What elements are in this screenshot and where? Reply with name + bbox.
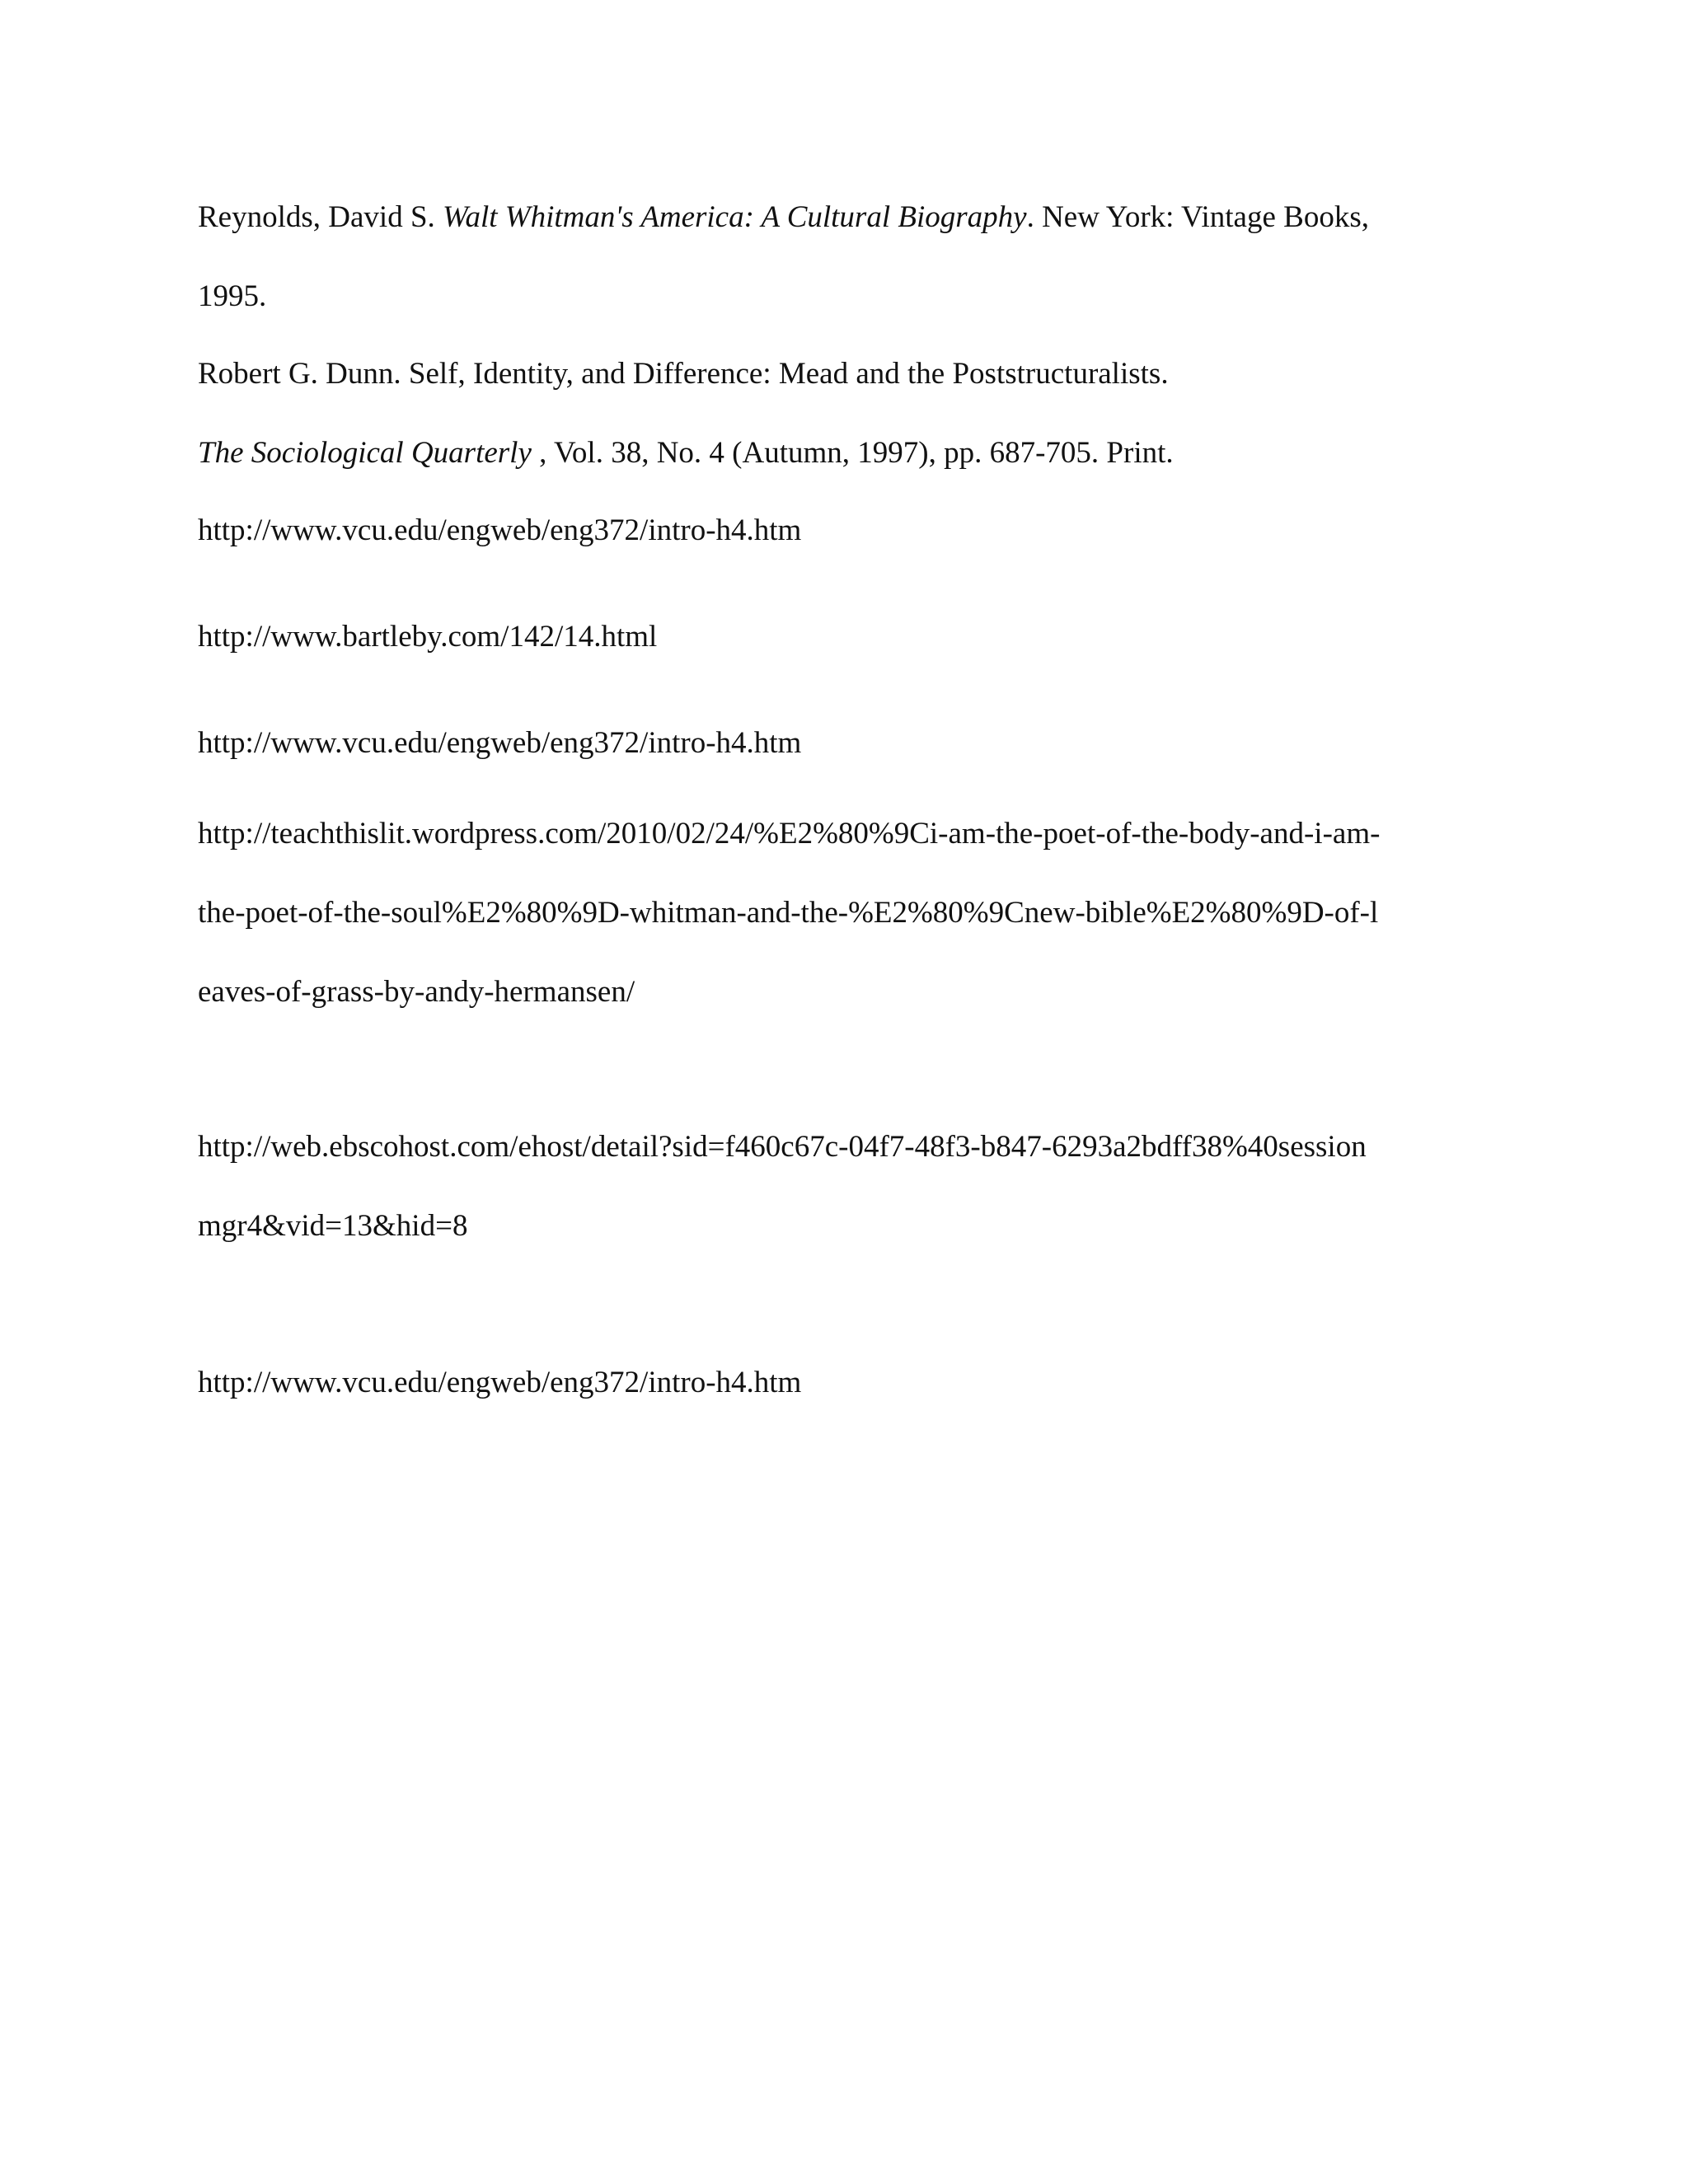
url-teachthislit-line3: eaves-of-grass-by-andy-hermansen/ [198, 975, 635, 1009]
url-ebsco-line2: mgr4&vid=13&hid=8 [198, 1209, 468, 1243]
citation-reynolds-year: 1995. [198, 279, 267, 313]
citation-dunn-line2 [198, 435, 1174, 471]
citation-journal-details: , Vol. 38, No. 4 (Autumn, 1997), pp. 687-705. Print. [531, 436, 1174, 470]
url-teachthislit-line2: the-poet-of-the-soul%E2%80%9D-whitman-and-the-%E2%80%9Cnew-bible%E2%80%9D-of-l [198, 896, 1379, 930]
citation-journal-title: The Sociological Quarterly [198, 436, 532, 470]
url-bartleby: http://www.bartleby.com/142/14.html [198, 620, 658, 654]
url-vcu-3: http://www.vcu.edu/engweb/eng372/intro-h4.htm [198, 1366, 802, 1399]
citation-author: Reynolds, David S. [198, 200, 443, 234]
url-vcu-1: http://www.vcu.edu/engweb/eng372/intro-h4.htm [198, 513, 802, 547]
citation-dunn-line1: Robert G. Dunn. Self, Identity, and Difference: Mead and the Poststructuralists. [198, 357, 1169, 391]
citation-publisher: . New York: Vintage Books, [1026, 200, 1369, 234]
url-vcu-2: http://www.vcu.edu/engweb/eng372/intro-h4.htm [198, 726, 802, 760]
citation-reynolds-line1 [198, 199, 1369, 236]
url-teachthislit-line1: http://teachthislit.wordpress.com/2010/02/24/%E2%80%9Ci-am-the-poet-of-the-body-and-i-am- [198, 817, 1381, 851]
url-ebsco-line1: http://web.ebscohost.com/ehost/detail?sid=f460c67c-04f7-48f3-b847-6293a2bdff38%40session [198, 1130, 1367, 1164]
citation-book-title: Walt Whitman's America: A Cultural Biography [443, 200, 1027, 234]
